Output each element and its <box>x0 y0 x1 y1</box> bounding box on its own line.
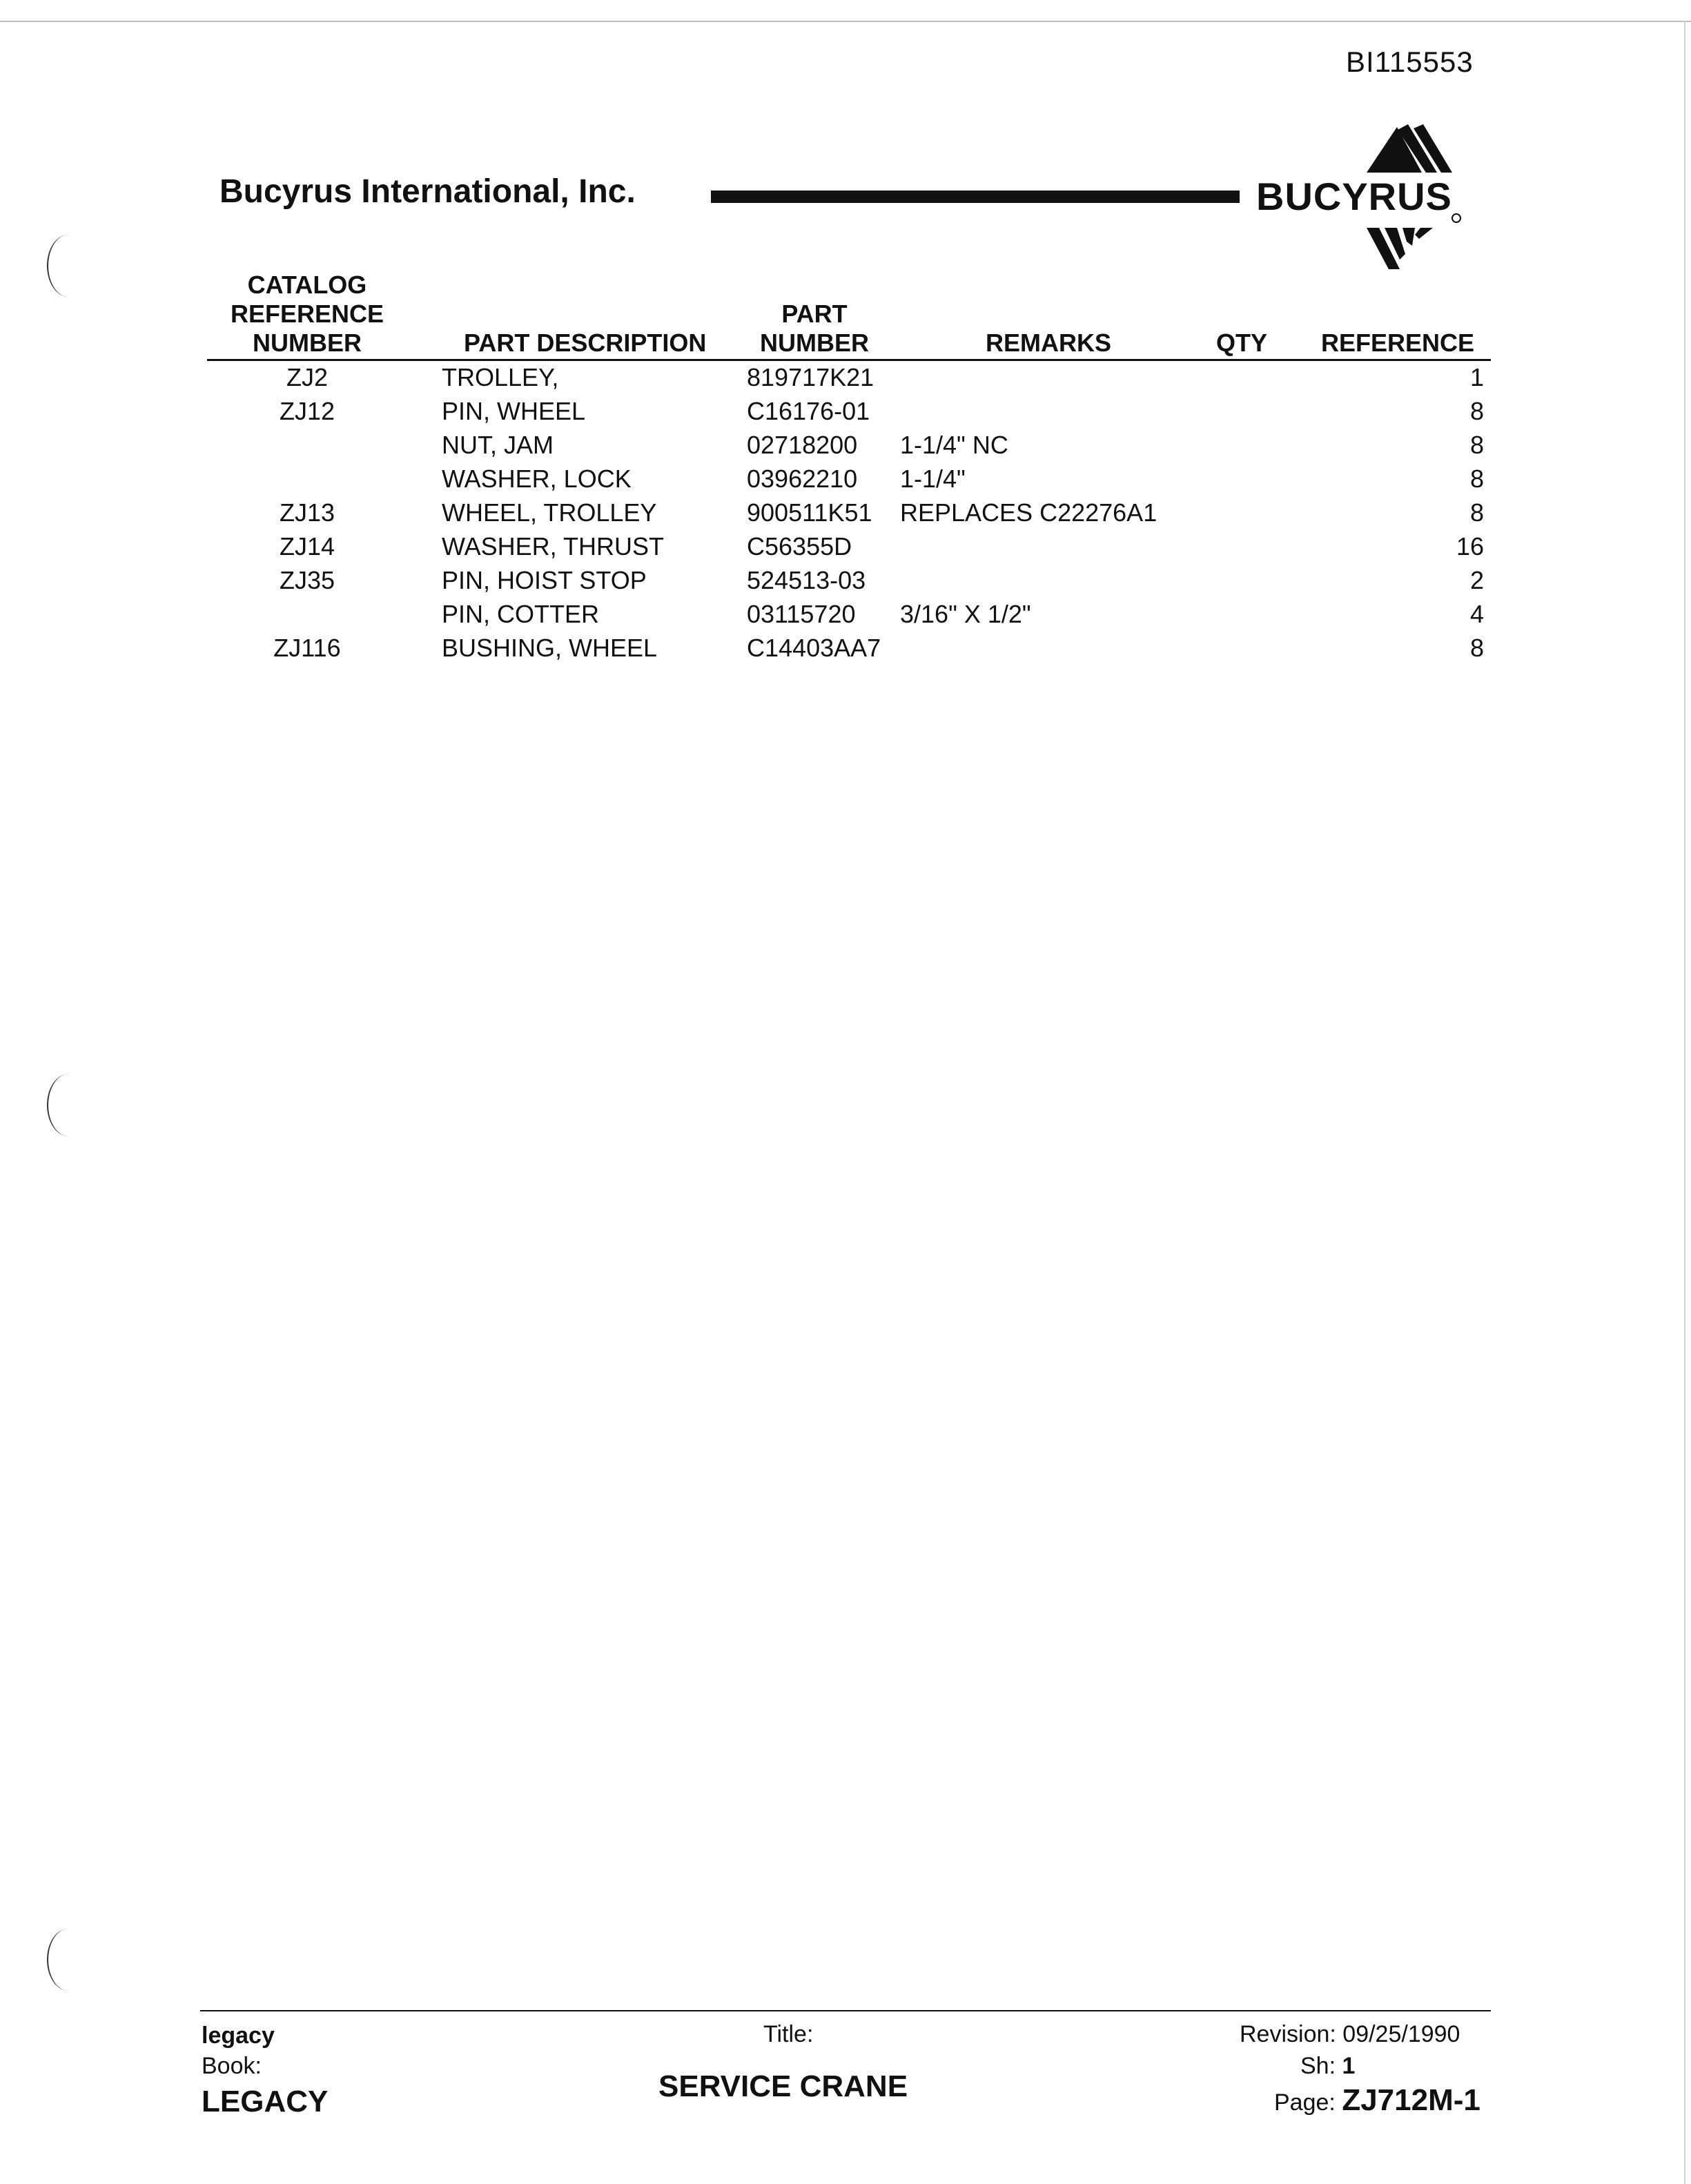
parts-table <box>207 360 1491 665</box>
cell-part-number: 03115720 <box>747 600 856 628</box>
footer-title-label: Title: <box>763 2021 814 2047</box>
right-border-line <box>1684 21 1685 2184</box>
binder-hole-middle <box>47 1074 90 1136</box>
document-id: BI115553 <box>1346 46 1474 78</box>
cell-description: NUT, JAM <box>442 431 554 459</box>
header-part-line1: PART <box>781 300 848 328</box>
footer-legacy-label: legacy <box>202 2022 275 2049</box>
cell-remarks: REPLACES C22276A1 <box>900 498 1157 527</box>
footer-revision-value: 09/25/1990 <box>1342 2021 1460 2047</box>
footer-revision-label: Revision: <box>1240 2021 1336 2047</box>
header-catalog-reference-number <box>207 271 407 358</box>
binder-hole-top <box>47 235 90 297</box>
header-remarks: REMARKS <box>986 329 1112 357</box>
cell-remarks: 1-1/4" <box>900 465 966 493</box>
cell-description: PIN, WHEEL <box>442 397 586 425</box>
header-part-number <box>752 300 877 358</box>
cell-part-number: C16176-01 <box>747 397 870 425</box>
cell-qty: 16 <box>1456 532 1484 560</box>
cell-qty: 8 <box>1469 397 1484 425</box>
footer-page-label: Page: <box>1274 2089 1336 2116</box>
footer-page <box>1274 2083 1480 2118</box>
cell-description: WASHER, THRUST <box>442 532 665 560</box>
header-part-line2: NUMBER <box>760 329 869 357</box>
cell-qty: 2 <box>1469 566 1484 594</box>
table-row <box>207 631 1491 665</box>
cell-qty: 8 <box>1469 498 1484 527</box>
header-bar <box>711 191 1240 203</box>
cell-qty: 4 <box>1469 600 1484 628</box>
footer-title-value: SERVICE CRANE <box>658 2069 908 2103</box>
table-row <box>207 360 1491 394</box>
logo-wordmark: BUCYRUS <box>1256 175 1452 218</box>
cell-part-number: 524513-03 <box>747 566 866 594</box>
cell-catalog-ref: ZJ2 <box>286 363 328 391</box>
cell-description: PIN, HOIST STOP <box>442 566 647 594</box>
cell-qty: 8 <box>1469 634 1484 662</box>
cell-part-number: C14403AA7 <box>747 634 881 662</box>
cell-qty: 8 <box>1469 465 1484 493</box>
header-catalog-line3: NUMBER <box>253 329 362 357</box>
table-row <box>207 563 1491 597</box>
table-row <box>207 597 1491 631</box>
cell-qty: 1 <box>1469 363 1484 391</box>
company-name: Bucyrus International, Inc. <box>219 173 636 210</box>
cell-remarks: 1-1/4" NC <box>900 431 1008 459</box>
cell-remarks: 3/16" X 1/2" <box>900 600 1031 628</box>
cell-catalog-ref: ZJ35 <box>279 566 335 594</box>
cell-catalog-ref: ZJ12 <box>279 397 335 425</box>
table-row <box>207 529 1491 563</box>
footer-sheet-label: Sh: <box>1300 2053 1336 2079</box>
cell-description: BUSHING, WHEEL <box>442 634 658 662</box>
footer-sheet-value: 1 <box>1342 2053 1356 2079</box>
cell-catalog-ref: ZJ116 <box>273 634 341 662</box>
cell-qty: 8 <box>1469 431 1484 459</box>
table-row <box>207 394 1491 428</box>
table-row <box>207 462 1491 496</box>
binder-hole-bottom <box>47 1929 90 1991</box>
bucyrus-logo <box>1256 124 1505 276</box>
footer-book-value: LEGACY <box>202 2085 329 2118</box>
table-row <box>207 496 1491 529</box>
header-reference: REFERENCE <box>1321 329 1475 357</box>
cell-catalog-ref: ZJ13 <box>279 498 335 527</box>
cell-part-number: C56355D <box>747 532 852 560</box>
cell-part-number: 03962210 <box>747 465 858 493</box>
footer-revision <box>1240 2021 1460 2048</box>
header-catalog-line1: CATALOG <box>247 271 367 299</box>
cell-part-number: 900511K51 <box>747 498 872 527</box>
table-row <box>207 428 1491 462</box>
cell-part-number: 02718200 <box>747 431 858 459</box>
top-border-line <box>0 21 1691 22</box>
header-part-description: PART DESCRIPTION <box>464 329 707 357</box>
footer-book-label: Book: <box>202 2053 262 2079</box>
footer-rule <box>200 2010 1491 2011</box>
cell-description: WHEEL, TROLLEY <box>442 498 657 527</box>
cell-catalog-ref: ZJ14 <box>279 532 335 560</box>
cell-description: TROLLEY, <box>442 363 559 391</box>
cell-part-number: 819717K21 <box>747 363 874 391</box>
header-catalog-line2: REFERENCE <box>230 300 384 328</box>
cell-description: WASHER, LOCK <box>442 465 632 493</box>
header-qty: QTY <box>1216 329 1268 357</box>
footer-page-value: ZJ712M-1 <box>1342 2083 1480 2117</box>
footer-sheet <box>1300 2053 1355 2080</box>
cell-description: PIN, COTTER <box>442 600 600 628</box>
